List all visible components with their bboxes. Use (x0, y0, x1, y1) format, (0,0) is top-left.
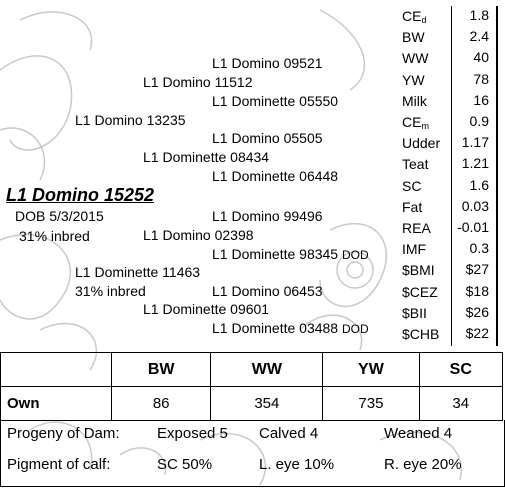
epd-row (399, 112, 499, 132)
epd-label-wrap (402, 114, 429, 131)
pedigree-dam-sire: L1 Domino 02398 (143, 227, 254, 243)
epd-row (399, 133, 499, 153)
header-bw: BW (112, 353, 211, 387)
progeny-label: Progeny of Dam: (7, 425, 120, 442)
epd-value: 0.3 (469, 240, 489, 257)
epd-label-wrap (402, 220, 431, 236)
epd-panel (399, 6, 499, 346)
date-of-birth: DOB 5/3/2015 (15, 208, 104, 224)
epd-value: 0.03 (461, 197, 489, 214)
epd-label-wrap (402, 241, 426, 257)
epd-label: BW (402, 29, 425, 46)
epd-label-wrap (402, 199, 422, 215)
epd-label-wrap (402, 156, 428, 172)
epd-value: 1.8 (469, 7, 489, 23)
empty-cell (1, 353, 112, 387)
epd-label-wrap (402, 50, 428, 66)
epd-label-subscript: d (421, 15, 427, 25)
header-sc: SC (419, 353, 502, 387)
epd-row (399, 303, 499, 323)
epd-row (399, 70, 499, 90)
epd-label: CE (402, 8, 422, 24)
epd-row (399, 91, 499, 111)
performance-table (0, 352, 503, 421)
own-sc: 34 (419, 387, 502, 421)
epd-label-wrap (402, 284, 438, 300)
pigment-label: Pigment of calf: (7, 456, 111, 473)
epd-row (399, 27, 499, 47)
epd-label-wrap (402, 72, 425, 88)
epd-label-wrap (402, 8, 426, 25)
epd-value: 1.21 (461, 155, 489, 172)
epd-value: 1.6 (469, 176, 489, 193)
pedigree-sire-dam: L1 Dominette 08434 (143, 149, 270, 165)
epd-label-wrap (402, 326, 439, 342)
epd-value: $27 (465, 261, 489, 278)
epd-label: $BMI (402, 262, 435, 279)
pedigree-dam: L1 Dominette 11463 (75, 264, 201, 280)
pedigree-name: L1 Dominette 03488 (212, 320, 339, 336)
epd-label-wrap (402, 178, 421, 194)
pedigree-sire-dam-dam: L1 Dominette 06448 (212, 168, 339, 184)
epd-row (399, 239, 499, 259)
own-yw: 735 (323, 387, 419, 421)
header-yw: YW (323, 353, 419, 387)
dam-progeny-section (0, 420, 505, 487)
epd-label: Milk (402, 92, 427, 109)
epd-row (399, 6, 499, 26)
performance-header-row (1, 353, 503, 387)
epd-value: 2.4 (469, 28, 489, 45)
epd-label-wrap (402, 93, 427, 109)
pedigree-dam-sire-sire: L1 Domino 99496 (212, 208, 323, 224)
performance-own-row (1, 387, 503, 421)
pedigree-dam-dam-sire: L1 Domino 06453 (212, 283, 323, 299)
epd-row (399, 197, 499, 217)
epd-label: $CHB (402, 326, 440, 342)
epd-row (399, 282, 499, 302)
own-ww: 354 (211, 387, 323, 421)
dod-tag: DOD (341, 248, 369, 262)
pedigree-sire-sire-dam: L1 Dominette 05550 (212, 93, 339, 109)
epd-label: SC (402, 177, 422, 194)
epd-label-wrap (402, 305, 427, 321)
own-bw: 86 (112, 387, 211, 421)
pedigree-sire-dam-sire: L1 Domino 05505 (212, 130, 323, 146)
pigment-right-eye: R. eye 20% (384, 456, 462, 473)
epd-label: Fat (402, 198, 423, 215)
progeny-exposed: Exposed 5 (157, 425, 228, 442)
pedigree-sire-sire-sire: L1 Domino 09521 (212, 55, 323, 71)
epd-label-wrap (402, 135, 440, 151)
epd-value: 78 (473, 70, 489, 87)
epd-value: $26 (465, 303, 489, 320)
epd-value: $22 (465, 325, 489, 341)
row-label-own: Own (1, 387, 112, 421)
epd-label: IMF (402, 241, 427, 258)
epd-row (399, 48, 499, 68)
progeny-calved: Calved 4 (259, 425, 319, 442)
epd-label: $CEZ (402, 283, 438, 300)
epd-label: Udder (402, 135, 441, 152)
epd-label: Teat (402, 156, 429, 173)
epd-label-wrap (402, 29, 425, 45)
epd-row (399, 218, 499, 238)
progeny-weaned: Weaned 4 (384, 425, 453, 442)
pedigree-dam-dam-dam (212, 320, 369, 337)
pedigree-dam-dam: L1 Dominette 09601 (143, 301, 270, 317)
pedigree-dam-inbred: 31% inbred (75, 283, 146, 299)
pedigree-sire-sire: L1 Domino 11512 (143, 74, 253, 90)
epd-row (399, 154, 499, 174)
epd-row (399, 260, 499, 280)
pedigree-name: L1 Dominette 98345 (212, 246, 339, 262)
epd-value: $18 (465, 282, 489, 299)
inbreeding-coefficient: 31% inbred (19, 228, 90, 244)
epd-value: 16 (473, 91, 489, 108)
epd-label-subscript: m (421, 121, 429, 131)
pedigree-sire: L1 Domino 13235 (75, 112, 186, 128)
epd-value: 1.17 (461, 134, 489, 151)
pigment-sc: SC 50% (157, 456, 213, 473)
epd-label: CE (402, 114, 422, 130)
epd-label-wrap (402, 262, 435, 278)
animal-name: L1 Domino 15252 (6, 185, 155, 205)
epd-label: WW (402, 50, 429, 67)
pedigree-dam-sire-dam (212, 246, 369, 263)
pigment-left-eye: L. eye 10% (259, 456, 335, 473)
epd-row (399, 176, 499, 196)
header-ww: WW (211, 353, 323, 387)
dod-tag: DOD (341, 322, 369, 336)
epd-label: REA (402, 220, 431, 236)
epd-value: 40 (473, 49, 489, 66)
epd-label: YW (402, 71, 425, 88)
epd-value: -0.01 (457, 219, 489, 235)
epd-row (399, 324, 499, 344)
epd-label: $BII (402, 304, 427, 321)
epd-value: 0.9 (469, 113, 489, 129)
